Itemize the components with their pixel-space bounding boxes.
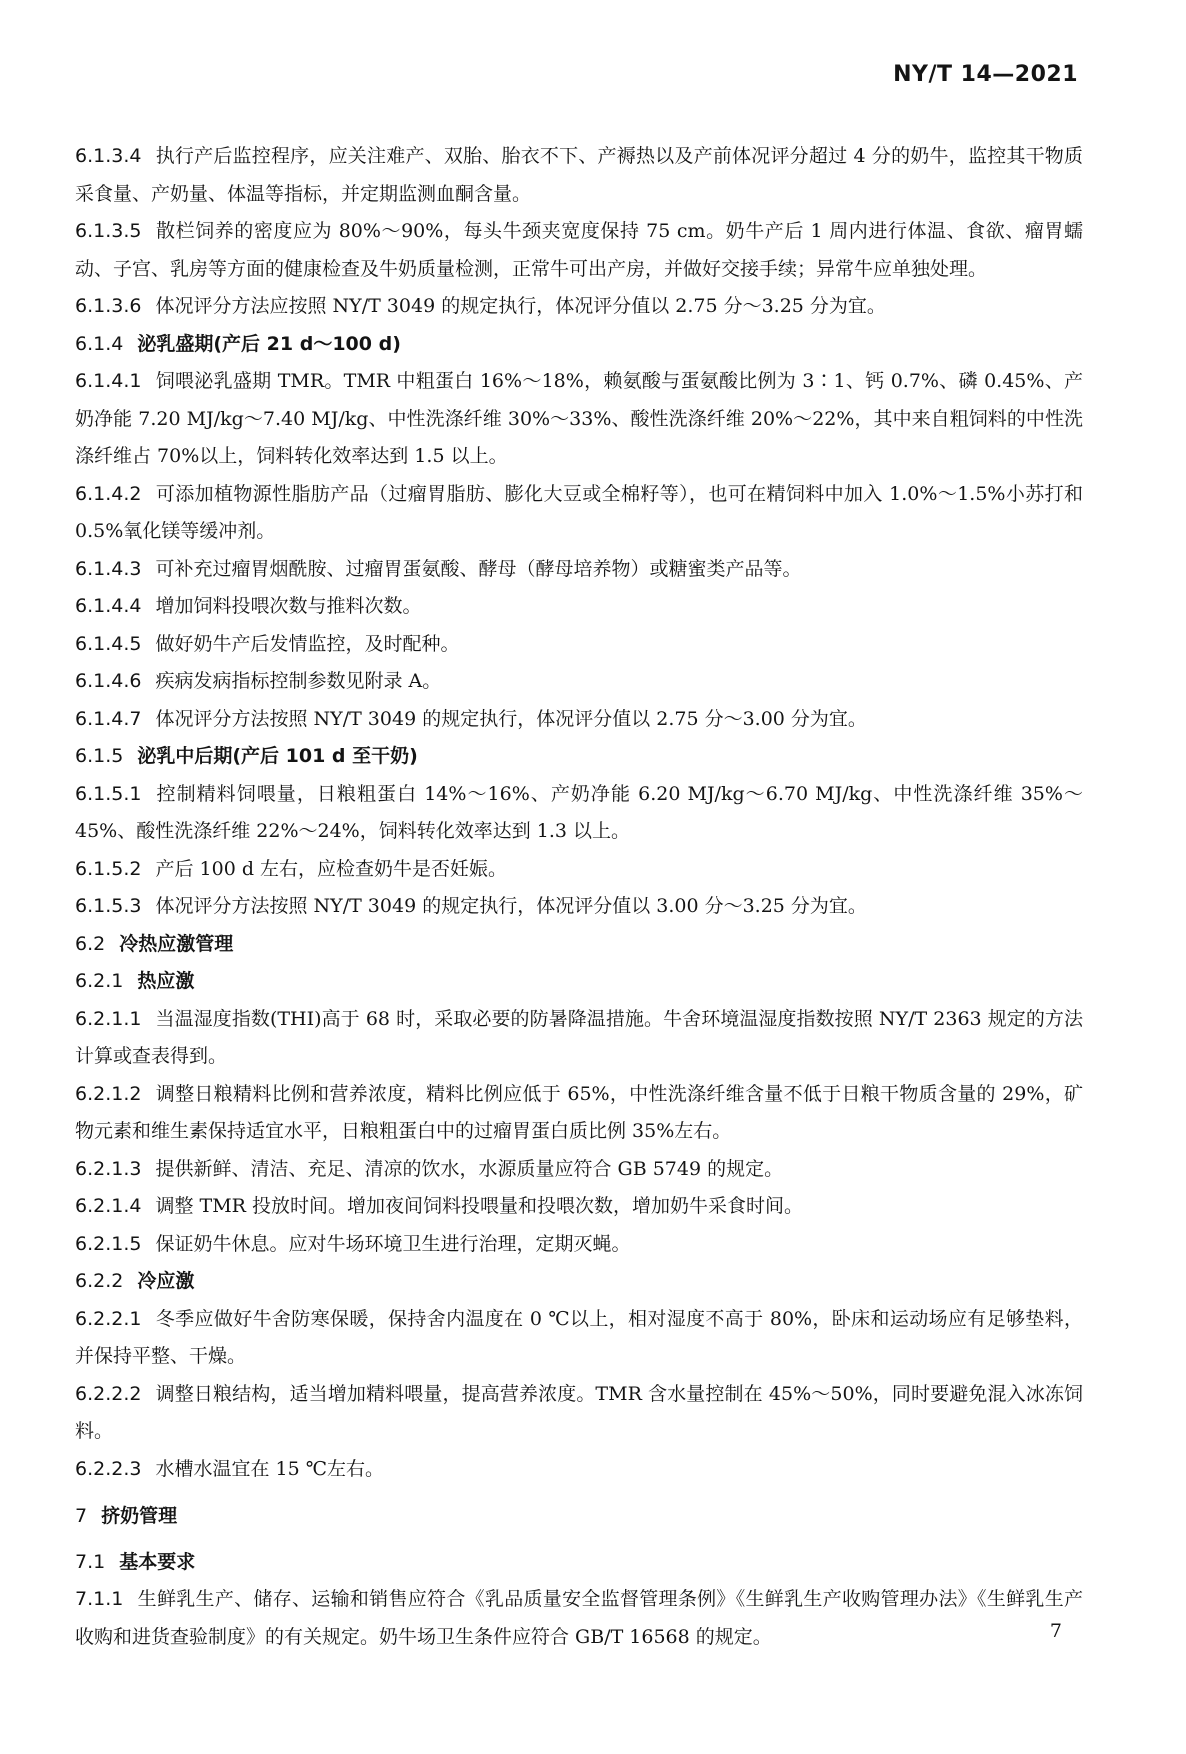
clause-number: 6.2.2.1 <box>75 1307 142 1330</box>
clause-paragraph <box>75 288 1083 326</box>
clause-number: 7 <box>75 1505 88 1527</box>
clause-text: 做好奶牛产后发情监控，及时配种。 <box>155 632 460 655</box>
clause-text: 冬季应做好牛舍防寒保暖，保持舍内温度在 0 ℃以上，相对湿度不高于 80%，卧床和运动场应有足够垫料，并保持平整、干燥。 <box>75 1307 1083 1367</box>
clause-text: 散栏饲养的密度应为 80%～90%，每头牛颈夹宽度保持 75 cm。奶牛产后 1 周内进行体温、食欲、瘤胃蠕动、子宫、乳房等方面的健康检查及牛奶质量检测，正常牛可出产房，并做好交接手续；异常牛应单独处理。 <box>75 220 1083 280</box>
clause-text: 当温湿度指数(THI)高于 68 时，采取必要的防暑降温措施。牛舍环境温湿度指数按照 NY/T 2363 规定的方法计算或查表得到。 <box>75 1007 1083 1067</box>
clause-number: 6.2.2.3 <box>75 1457 142 1480</box>
page-number: 7 <box>1049 1620 1062 1642</box>
clause-text: 可补充过瘤胃烟酰胺、过瘤胃蛋氨酸、酵母（酵母培养物）或糖蜜类产品等。 <box>155 557 802 580</box>
section-heading <box>75 1263 1083 1301</box>
clause-text: 调整日粮结构，适当增加精料喂量，提高营养浓度。TMR 含水量控制在 45%～50%，同时要避免混入冰冻饲料。 <box>75 1382 1083 1442</box>
clause-paragraph <box>75 588 1083 626</box>
clause-text: 体况评分方法应按照 NY/T 3049 的规定执行，体况评分值以 2.75 分～3.25 分为宜。 <box>155 295 886 317</box>
clause-paragraph <box>75 851 1083 889</box>
section-heading <box>75 963 1083 1001</box>
clause-number: 6.1.5.1 <box>75 782 142 805</box>
clause-number: 6.2.1.5 <box>75 1232 142 1255</box>
clause-number: 6.2.1.1 <box>75 1007 142 1030</box>
document-code-header: NY/T 14—2021 <box>893 62 1078 87</box>
heading-title: 热应激 <box>137 970 195 992</box>
clause-number: 6.1.4.3 <box>75 557 142 580</box>
clause-text: 执行产后监控程序，应关注难产、双胎、胎衣不下、产褥热以及产前体况评分超过 4 分的奶牛，监控其干物质采食量、产奶量、体温等指标，并定期监测血酮含量。 <box>75 145 1083 205</box>
heading-title: 泌乳中后期(产后 101 d 至干奶) <box>137 745 418 767</box>
clause-text: 提供新鲜、清洁、充足、清凉的饮水，水源质量应符合 GB 5749 的规定。 <box>155 1157 784 1180</box>
clause-number: 6.1.4.4 <box>75 595 142 617</box>
clause-number: 6.1.4.6 <box>75 670 142 692</box>
clause-text: 生鲜乳生产、储存、运输和销售应符合《乳品质量安全监督管理条例》《生鲜乳生产收购管理办法》《生鲜乳生产收购和进货查验制度》的有关规定。奶牛场卫生条件应符合 GB/T 16568 的规定。 <box>75 1588 1083 1648</box>
clause-number: 6.2 <box>75 932 106 955</box>
clause-number: 6.1.3.6 <box>75 295 142 317</box>
heading-title: 泌乳盛期(产后 21 d～100 d) <box>137 332 401 355</box>
clause-text: 调整 TMR 投放时间。增加夜间饲料投喂量和投喂次数，增加奶牛采食时间。 <box>155 1195 803 1217</box>
clause-text: 可添加植物源性脂肪产品（过瘤胃脂肪、膨化大豆或全棉籽等），也可在精饲料中加入 1.0%～1.5%小苏打和 0.5%氧化镁等缓冲剂。 <box>75 482 1083 542</box>
clause-text: 体况评分方法按照 NY/T 3049 的规定执行，体况评分值以 2.75 分～3.00 分为宜。 <box>155 707 867 730</box>
clause-text: 增加饲料投喂次数与推料次数。 <box>155 595 422 617</box>
clause-paragraph <box>75 1451 1083 1489</box>
heading-title: 基本要求 <box>119 1550 196 1573</box>
clause-number: 6.1.4.1 <box>75 370 142 392</box>
clause-paragraph <box>75 663 1083 701</box>
clause-paragraph <box>75 1226 1083 1264</box>
clause-number: 6.2.1.4 <box>75 1195 142 1217</box>
clause-text: 饲喂泌乳盛期 TMR。TMR 中粗蛋白 16%～18%，赖氨酸与蛋氨酸比例为 3∶1、钙 0.7%、磷 0.45%、产奶净能 7.20 MJ/kg～7.40 MJ/kg、中性洗涤纤维 30%～33%、酸性洗涤纤维 20%～22%，其中来自粗饲料的中性洗涤纤维占 70%以上，饲料转化效率达到 1.5 以上。 <box>75 370 1083 467</box>
clause-paragraph <box>75 1001 1083 1076</box>
clause-number: 6.2.1.2 <box>75 1082 142 1105</box>
clause-number: 6.1.4.2 <box>75 482 142 505</box>
clause-text: 保证奶牛休息。应对牛场环境卫生进行治理，定期灭蝇。 <box>155 1232 631 1255</box>
section-heading <box>75 926 1083 964</box>
clause-paragraph <box>75 1076 1083 1151</box>
heading-title: 挤奶管理 <box>101 1505 178 1527</box>
clause-text: 疾病发病指标控制参数见附录 A。 <box>155 670 442 692</box>
clause-paragraph <box>75 138 1083 213</box>
clause-text: 水槽水温宜在 15 ℃左右。 <box>155 1457 384 1480</box>
clause-number: 6.2.1.3 <box>75 1157 142 1180</box>
clause-text: 控制精料饲喂量，日粮粗蛋白 14%～16%、产奶净能 6.20 MJ/kg～6.70 MJ/kg、中性洗涤纤维 35%～45%、酸性洗涤纤维 22%～24%，饲料转化效率达到 1.3 以上。 <box>75 782 1083 842</box>
clause-paragraph <box>75 1301 1083 1376</box>
clause-number: 6.1.4 <box>75 332 124 355</box>
clause-number: 6.1.5.2 <box>75 857 142 880</box>
clause-number: 6.1.5 <box>75 745 124 767</box>
clause-paragraph <box>75 1188 1083 1226</box>
section-heading <box>75 1544 1083 1582</box>
heading-title: 冷热应激管理 <box>119 932 234 955</box>
clause-number: 6.1.5.3 <box>75 895 142 917</box>
clause-paragraph <box>75 363 1083 476</box>
clause-paragraph <box>75 1376 1083 1451</box>
clause-paragraph <box>75 1151 1083 1189</box>
document-body <box>75 138 1083 1656</box>
chapter-heading <box>75 1498 1083 1536</box>
clause-number: 6.1.4.5 <box>75 632 142 655</box>
clause-text: 产后 100 d 左右，应检查奶牛是否妊娠。 <box>155 857 508 880</box>
clause-paragraph <box>75 476 1083 551</box>
clause-number: 7.1.1 <box>75 1588 124 1610</box>
clause-paragraph <box>75 888 1083 926</box>
clause-paragraph <box>75 626 1083 664</box>
clause-text: 体况评分方法按照 NY/T 3049 的规定执行，体况评分值以 3.00 分～3.25 分为宜。 <box>155 895 867 917</box>
clause-paragraph <box>75 1581 1083 1656</box>
section-heading <box>75 738 1083 776</box>
clause-number: 6.1.3.4 <box>75 145 142 167</box>
clause-paragraph <box>75 701 1083 739</box>
clause-text: 调整日粮精料比例和营养浓度，精料比例应低于 65%，中性洗涤纤维含量不低于日粮干物质含量的 29%，矿物元素和维生素保持适宜水平，日粮粗蛋白中的过瘤胃蛋白质比例 35%左右。 <box>75 1082 1083 1142</box>
clause-number: 6.2.1 <box>75 970 124 992</box>
heading-title: 冷应激 <box>137 1270 195 1292</box>
clause-paragraph <box>75 776 1083 851</box>
clause-number: 6.1.3.5 <box>75 220 142 242</box>
clause-number: 6.2.2.2 <box>75 1382 142 1405</box>
clause-paragraph <box>75 551 1083 589</box>
clause-number: 6.1.4.7 <box>75 707 142 730</box>
clause-number: 6.2.2 <box>75 1270 124 1292</box>
section-heading <box>75 326 1083 364</box>
clause-paragraph <box>75 213 1083 288</box>
clause-number: 7.1 <box>75 1550 106 1573</box>
